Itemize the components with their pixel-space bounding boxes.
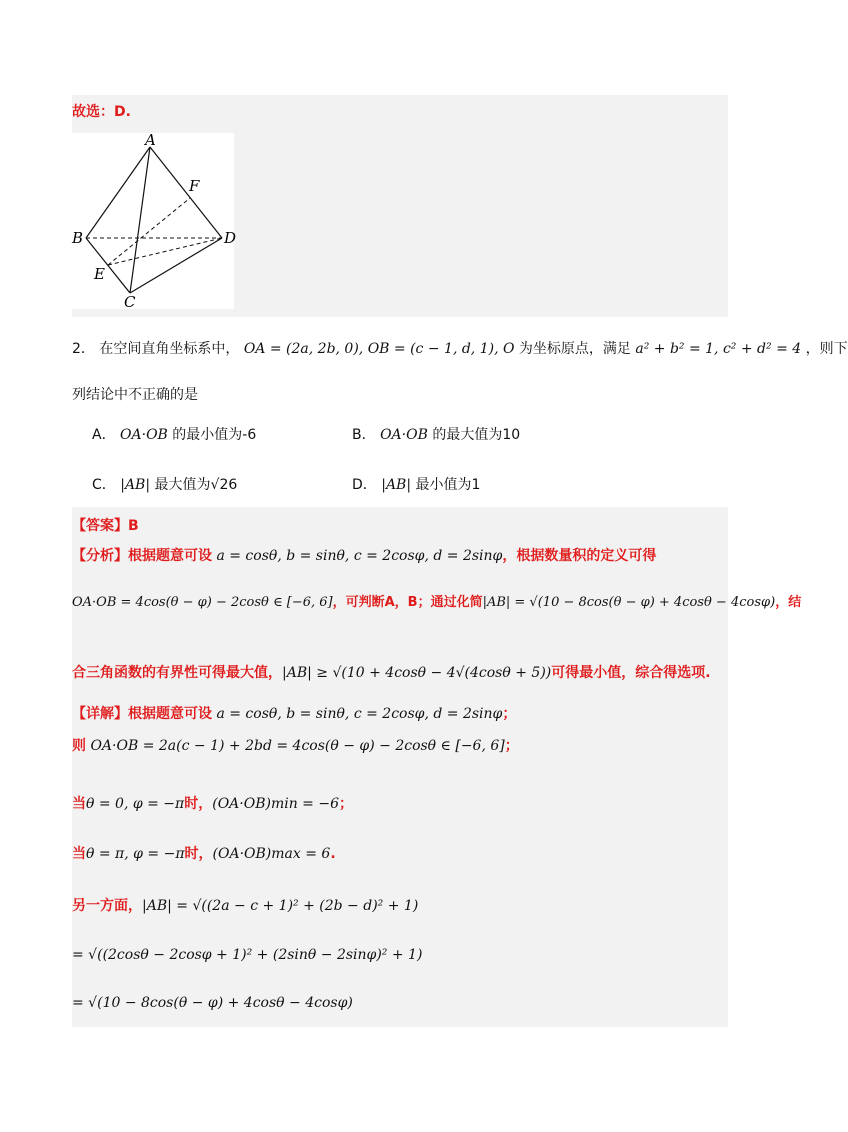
detail-case2: θ = π, φ = −π (86, 846, 185, 862)
question-stem-part1: 在空间直角坐标系中， (99, 341, 240, 357)
detail-ze: 则 (72, 738, 86, 754)
analysis-line2 (72, 591, 801, 610)
analysis-text6: 可得最小值，综合得选项. (551, 665, 711, 681)
option-b-math: OA·OB (380, 427, 428, 443)
solution-block (72, 507, 802, 1027)
option-c-math: |AB| (120, 477, 151, 493)
analysis-text5: 合三角函数的有界性可得最大值， (72, 665, 282, 681)
analysis-substitution: a = cosθ, b = sinθ, c = 2cosφ, d = 2sinφ (216, 548, 503, 564)
detail-min: (OA·OB)min = −6 (212, 796, 339, 812)
question-stem-part3: ，则下 (805, 341, 848, 357)
analysis-text3: ，可判断A，B；通过化简 (332, 595, 483, 610)
detail-shi1: 时， (184, 796, 213, 812)
question-number: 2． (72, 341, 95, 357)
option-a-letter: A． (92, 427, 116, 443)
detail-dang2: 当 (72, 846, 86, 862)
detail-line6: = √((2cosθ − 2cosφ + 1)² + (2sinθ − 2sinφ)² + 1) (72, 947, 423, 963)
question-stem-line2: 列结论中不正确的是 (72, 387, 198, 403)
label-F: F (189, 177, 200, 195)
label-A: A (145, 131, 156, 149)
label-B: B (72, 229, 84, 247)
analysis-text1: 根据题意可设 (128, 548, 212, 564)
detail-ling: 另一方面， (72, 898, 142, 914)
detail-case1: θ = 0, φ = −π (86, 796, 185, 812)
prev-conclusion: 故选：D. (72, 104, 131, 120)
option-d-letter: D． (352, 477, 377, 493)
detail-semi3: ； (339, 796, 353, 812)
tetrahedron-figure (72, 131, 237, 311)
tetrahedron-diagram (72, 131, 237, 311)
option-b[interactable] (352, 424, 520, 444)
analysis-text4: ，结 (775, 595, 802, 610)
detail-dang1: 当 (72, 796, 86, 812)
detail-line4 (72, 843, 336, 863)
answer-label: 【答案】B (72, 518, 139, 534)
stem-vectors: OA = (2a, 2b, 0), OB = (c − 1, d, 1), O (243, 341, 515, 357)
analysis-text2: ，根据数量积的定义可得 (502, 548, 657, 564)
option-d-math: |AB| (381, 477, 412, 493)
analysis-label: 【分析】 (72, 548, 128, 564)
detail-line3 (72, 793, 353, 813)
analysis-ab-expr: |AB| = √(10 − 8cos(θ − φ) + 4cosθ − 4cosφ) (482, 595, 776, 610)
detail-substitution: a = cosθ, b = sinθ, c = 2cosφ, d = 2sinφ (216, 706, 503, 722)
question-stem-part2: 为坐标原点，满足 (518, 341, 631, 357)
detail-max: (OA·OB)max = 6 (212, 846, 331, 862)
label-C: C (124, 293, 136, 311)
option-d-text: 最小值为1 (415, 477, 481, 493)
detail-shi2: 时， (184, 846, 213, 862)
option-a-text: 的最小值为-6 (172, 427, 257, 443)
detail-ab-def: |AB| = √((2a − c + 1)² + (2b − d)² + 1) (142, 898, 419, 914)
analysis-line3 (72, 662, 711, 682)
option-c-letter: C． (92, 477, 116, 493)
stem-conditions: a² + b² = 1, c² + d² = 4 (635, 341, 802, 357)
detail-line1 (72, 703, 516, 723)
analysis-ab-bound: |AB| ≥ √(10 + 4cosθ − 4√(4cosθ + 5)) (282, 665, 552, 681)
analysis-line1 (72, 545, 656, 565)
detail-dot-product: OA·OB = 2a(c − 1) + 2bd = 4cos(θ − φ) − 2cosθ ∈ [−6, 6] (90, 738, 505, 754)
detail-label: 【详解】 (72, 706, 128, 722)
detail-line5 (72, 895, 418, 915)
option-c[interactable] (92, 474, 237, 494)
label-E: E (94, 265, 105, 283)
solution-block-top (72, 95, 728, 317)
detail-line7: = √(10 − 8cos(θ − φ) + 4cosθ − 4cosφ) (72, 995, 353, 1011)
detail-semi: ； (502, 706, 517, 722)
detail-line2 (72, 735, 519, 755)
option-b-text: 的最大值为10 (432, 427, 521, 443)
detail-dot: . (330, 846, 336, 862)
detail-semi2: ； (504, 738, 519, 754)
analysis-dot-product: OA·OB = 4cos(θ − φ) − 2cosθ ∈ [−6, 6] (72, 595, 333, 610)
label-D: D (224, 229, 237, 247)
option-c-text: 最大值为√26 (154, 477, 238, 493)
question-stem-line1 (72, 338, 848, 358)
option-a[interactable] (92, 424, 256, 444)
detail-text1: 根据题意可设 (128, 706, 212, 722)
option-b-letter: B． (352, 427, 376, 443)
option-a-math: OA·OB (120, 427, 168, 443)
option-d[interactable] (352, 474, 480, 494)
